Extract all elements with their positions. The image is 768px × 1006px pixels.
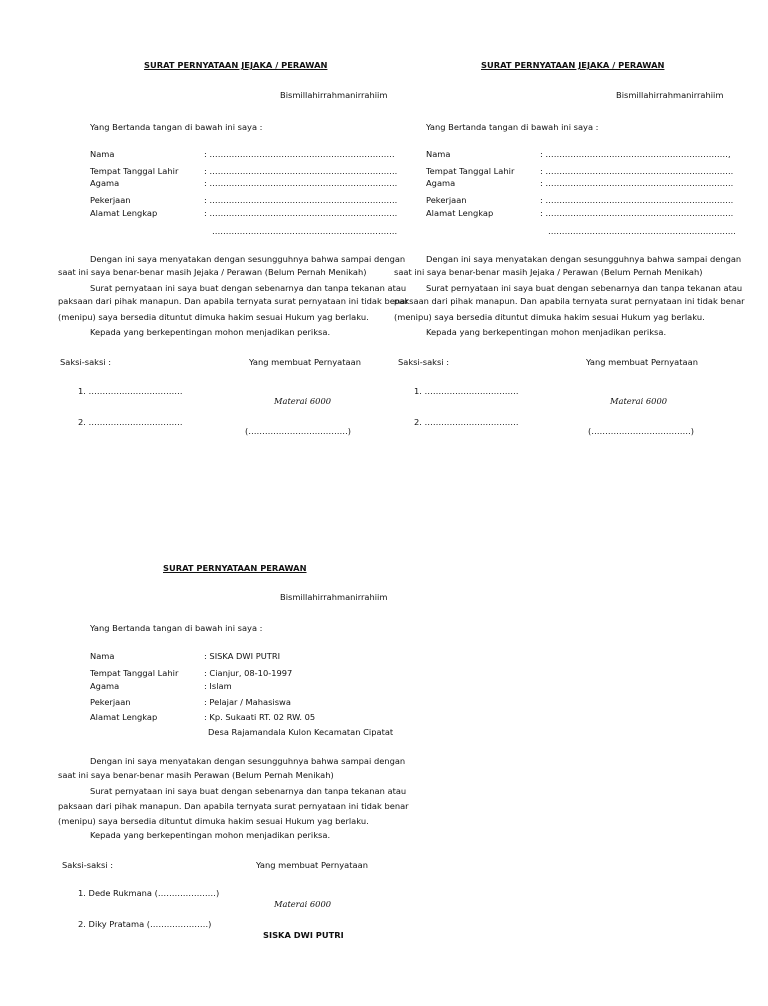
witness-label: Saksi-saksi : [62, 860, 114, 870]
field-label-nama: Nama [426, 149, 451, 159]
field-value-ttl: : ………………………………………………………….. [540, 166, 734, 176]
field-label-ttl: Tempat Tanggal Lahir [90, 668, 179, 678]
field-value-alamat-line2: …………………………………………………………. [212, 226, 398, 236]
witness-1: 1. ……………………………. [414, 386, 519, 396]
paragraph-1-line-1: Dengan ini saya menyatakan dengan sesungguhnya bahwa sampai dengan [90, 254, 406, 264]
paragraph-1-line-1: Dengan ini saya menyatakan dengan sesungguhnya bahwa sampai dengan [426, 254, 742, 264]
field-value-pekerjaan: : ………………………………………………………….. [204, 195, 398, 205]
paragraph-3: Kepada yang berkepentingan mohon menjadikan periksa. [90, 830, 331, 840]
intro-text: Yang Bertanda tangan di bawah ini saya : [426, 122, 599, 132]
intro-text: Yang Bertanda tangan di bawah ini saya : [90, 623, 263, 633]
materai-label: Materai 6000 [274, 899, 332, 909]
statement-form-3 [0, 505, 409, 1005]
witness-label: Saksi-saksi : [398, 357, 450, 367]
field-value-alamat: : Kp. Sukaati RT. 02 RW. 05 [204, 712, 316, 722]
witness-2: 2. Diky Pratama (…………………) [78, 919, 212, 929]
statement-form-1 [0, 0, 409, 500]
form-title: SURAT PERNYATAAN JEJAKA / PERAWAN [481, 60, 665, 70]
paragraph-2-line-3: (menipu) saya bersedia dituntut dimuka hakim sesuai Hukum yag berlaku. [58, 312, 369, 322]
paragraph-3: Kepada yang berkepentingan mohon menjadikan periksa. [426, 327, 667, 337]
field-label-alamat: Alamat Lengkap [90, 208, 158, 218]
witness-1: 1. Dede Rukmana (…………………) [78, 888, 220, 898]
field-value-ttl: : ………………………………………………………….. [204, 166, 398, 176]
paragraph-2-line-1: Surat pernyataan ini saya buat dengan sebenarnya dan tanpa tekanan atau [426, 283, 743, 293]
signature-line: (………………………………) [588, 426, 695, 436]
paragraph-2-line-1: Surat pernyataan ini saya buat dengan sebenarnya dan tanpa tekanan atau [90, 786, 407, 796]
field-value-alamat: : ………………………………………………………….. [540, 208, 734, 218]
field-value-agama: : ………………………………………………………….. [204, 178, 398, 188]
materai-label: Materai 6000 [610, 396, 668, 406]
paragraph-2-line-3: (menipu) saya bersedia dituntut dimuka hakim sesuai Hukum yag berlaku. [394, 312, 705, 322]
field-value-agama: : ………………………………………………………….. [540, 178, 734, 188]
field-label-agama: Agama [90, 178, 120, 188]
paragraph-2-line-3: (menipu) saya bersedia dituntut dimuka hakim sesuai Hukum yag berlaku. [58, 816, 369, 826]
field-value-ttl: : Cianjur, 08-10-1997 [204, 668, 293, 678]
statement-form-2 [336, 0, 745, 500]
field-label-pekerjaan: Pekerjaan [90, 195, 131, 205]
field-value-agama: : Islam [204, 681, 232, 691]
maker-label: Yang membuat Pernyataan [586, 357, 698, 367]
signature-name: SISKA DWI PUTRI [263, 930, 344, 940]
field-value-nama: : SISKA DWI PUTRI [204, 651, 281, 661]
paragraph-1-line-1: Dengan ini saya menyatakan dengan sesungguhnya bahwa sampai dengan [90, 756, 406, 766]
basmalah: Bismillahirrahmanirrahiim [280, 90, 388, 100]
intro-text: Yang Bertanda tangan di bawah ini saya : [90, 122, 263, 132]
witness-2: 2. ……………………………. [78, 417, 183, 427]
paragraph-1-line-2: saat ini saya benar-benar masih Perawan (Belum Pernah Menikah) [58, 770, 334, 780]
field-label-nama: Nama [90, 651, 115, 661]
witness-1: 1. ……………………………. [78, 386, 183, 396]
form-title: SURAT PERNYATAAN JEJAKA / PERAWAN [144, 60, 328, 70]
paragraph-2-line-1: Surat pernyataan ini saya buat dengan sebenarnya dan tanpa tekanan atau [90, 283, 407, 293]
field-value-alamat: : ………………………………………………………….. [204, 208, 398, 218]
paragraph-1-line-2: saat ini saya benar-benar masih Jejaka / Perawan (Belum Pernah Menikah) [394, 267, 703, 277]
field-value-pekerjaan: : ………………………………………………………….. [540, 195, 734, 205]
field-label-pekerjaan: Pekerjaan [90, 697, 131, 707]
paragraph-1-line-2: saat ini saya benar-benar masih Jejaka / Perawan (Belum Pernah Menikah) [58, 267, 367, 277]
paragraph-3: Kepada yang berkepentingan mohon menjadikan periksa. [90, 327, 331, 337]
witness-label: Saksi-saksi : [60, 357, 112, 367]
field-value-pekerjaan: : Pelajar / Mahasiswa [204, 697, 291, 707]
field-label-nama: Nama [90, 149, 115, 159]
signature-line: (………………………………) [245, 426, 352, 436]
field-label-pekerjaan: Pekerjaan [426, 195, 467, 205]
field-label-ttl: Tempat Tanggal Lahir [90, 166, 179, 176]
field-label-ttl: Tempat Tanggal Lahir [426, 166, 515, 176]
field-value-nama: : …………………………………………………………, [540, 149, 731, 159]
paragraph-2-line-2: paksaan dari pihak manapun. Dan apabila ternyata surat pernyataan ini tidak benar [58, 296, 409, 306]
field-label-alamat: Alamat Lengkap [90, 712, 158, 722]
paragraph-2-line-2: paksaan dari pihak manapun. Dan apabila ternyata surat pernyataan ini tidak benar [58, 801, 409, 811]
field-label-agama: Agama [90, 681, 120, 691]
form-title: SURAT PERNYATAAN PERAWAN [163, 563, 307, 573]
basmalah: Bismillahirrahmanirrahiim [616, 90, 724, 100]
maker-label: Yang membuat Pernyataan [256, 860, 368, 870]
field-value-nama: : …………………………………………………………. [204, 149, 395, 159]
field-value-alamat-line2: ………………………………………………………….. [548, 226, 736, 236]
field-label-agama: Agama [426, 178, 456, 188]
field-label-alamat: Alamat Lengkap [426, 208, 494, 218]
paragraph-2-line-2: paksaan dari pihak manapun. Dan apabila ternyata surat pernyataan ini tidak benar [394, 296, 745, 306]
field-value-alamat-line2: Desa Rajamandala Kulon Kecamatan Cipatat [208, 727, 394, 737]
witness-2: 2. ……………………………. [414, 417, 519, 427]
maker-label: Yang membuat Pernyataan [249, 357, 361, 367]
basmalah: Bismillahirrahmanirrahiim [280, 592, 388, 602]
materai-label: Materai 6000 [274, 396, 332, 406]
